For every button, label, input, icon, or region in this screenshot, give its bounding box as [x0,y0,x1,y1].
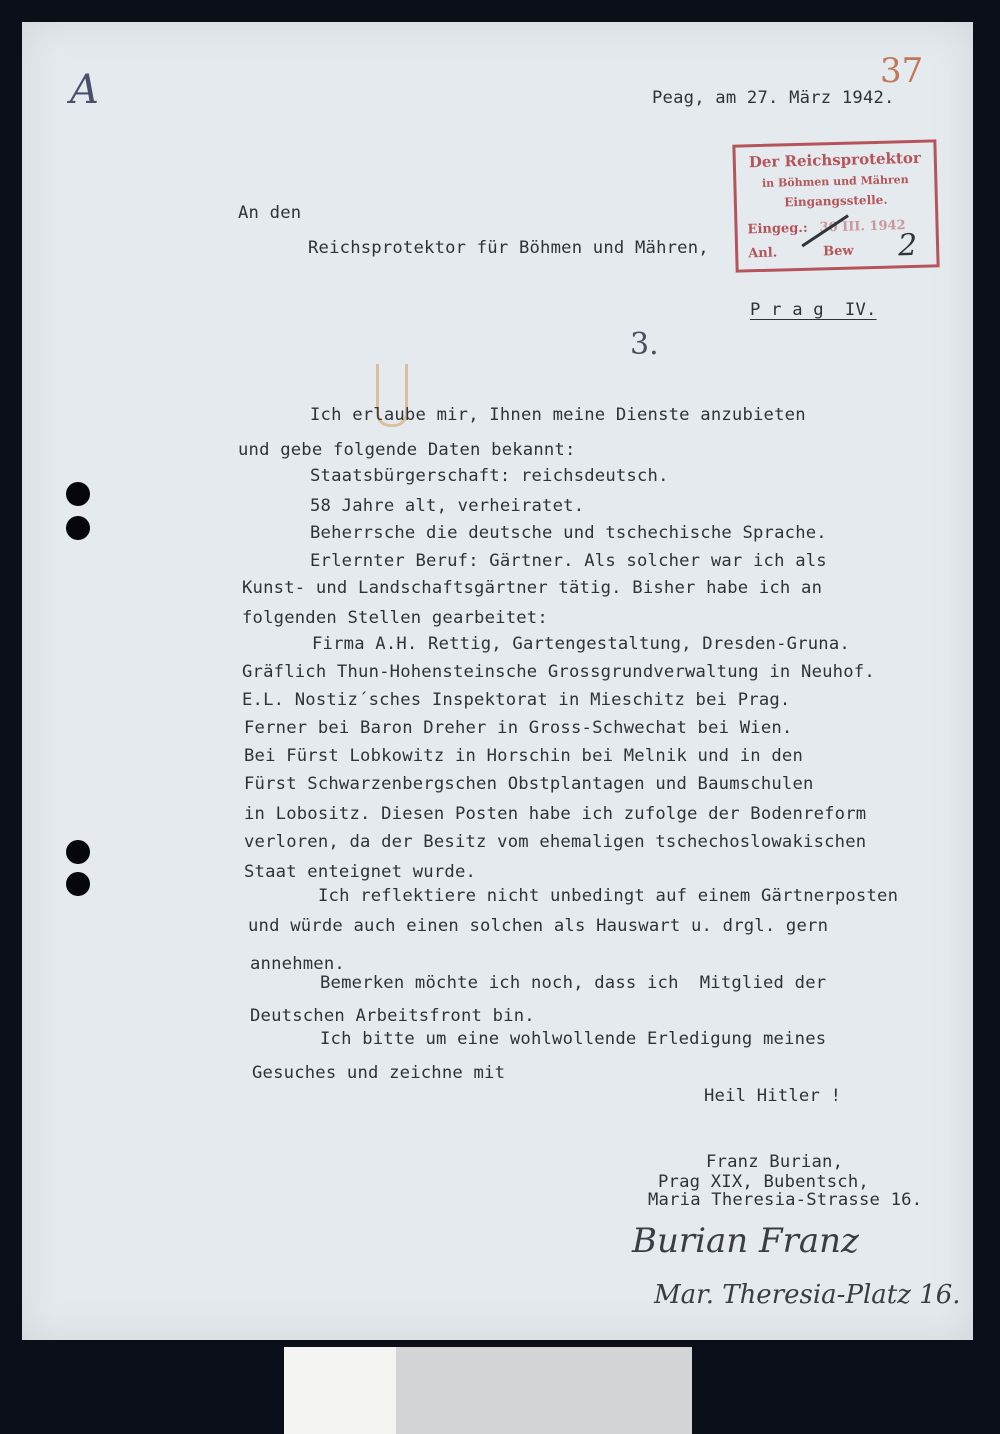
body-line: Ferner bei Baron Dreher in Gross-Schwechat bei Wien. [244,718,793,738]
stamp-attachments-value: Bew [822,243,854,260]
punch-hole [66,516,90,540]
body-line: Beherrsche die deutsche und tschechische Sprache. [310,523,827,543]
body-line: Erlernter Beruf: Gärtner. Als solcher war ich als [310,551,827,571]
stamp-received-label: Eingeg.: [747,220,808,238]
body-line: E.L. Nostiz´sches Inspektorat in Mieschitz bei Prag. [242,690,791,710]
body-line: Firma A.H. Rettig, Gartengestaltung, Dresden-Gruna. [312,634,850,654]
signature-line2: Mar. Theresia-Platz 16. [654,1280,961,1310]
body-line: in Lobositz. Diesen Posten habe ich zufolge der Bodenreform [244,804,867,824]
body-line: Bei Fürst Lobkowitz in Horschin bei Melnik und in den [244,746,804,766]
body-line: Ich bitte um eine wohlwollende Erledigung meines [320,1029,827,1049]
scan-white-patch [284,1347,396,1434]
recipient-city: P r a g IV. [750,300,877,320]
body-line: Gräflich Thun-Hohensteinsche Grossgrundverwaltung in Neuhof. [242,662,875,682]
body-line: folgenden Stellen gearbeitet: [242,608,548,628]
stamp-received-value: 30 III. 1942 [819,218,906,236]
archive-mark: A [70,67,99,113]
sender-address2: Maria Theresia-Strasse 16. [648,1190,923,1210]
recipient-line2: Reichsprotektor für Böhmen und Mähren, [308,238,709,258]
body-line: verloren, da der Besitz vom ehemaligen tschechoslowakischen [244,832,867,852]
bleed-through-script [41,422,49,446]
body-line: Ich erlaube mir, Ihnen meine Dienste anzubieten [310,405,806,425]
punch-hole [66,482,90,506]
recipient-line1: An den [238,203,302,223]
signature-line1: Burian Franz [632,1221,859,1261]
body-line: 58 Jahre alt, verheiratet. [310,496,585,516]
body-line: Deutschen Arbeitsfront bin. [250,1006,535,1026]
receipt-stamp [732,139,939,272]
stamp-region: in Böhmen und Mähren [761,173,909,190]
stamp-office: Eingangsstelle. [784,192,888,210]
scan-backdrop-strip [284,1347,692,1434]
body-line: Gesuches und zeichne mit [252,1063,506,1083]
closing-salutation: Heil Hitler ! [704,1086,842,1106]
punch-hole [66,872,90,896]
stamp-attachments-count: 2 [897,227,918,264]
body-line: Bemerken möchte ich noch, dass ich Mitglied der [320,973,827,993]
body-line: und würde auch einen solchen als Hauswart u. drgl. gern [248,916,829,936]
stamp-attachments-label: Anl. [748,245,778,262]
body-line: Staat enteignet wurde. [244,862,477,882]
body-line: und gebe folgende Daten bekannt: [238,440,576,460]
handwritten-number: 3. [630,327,659,362]
sender-name: Franz Burian, [706,1152,844,1172]
body-line: Staatsbürgerschaft: reichsdeutsch. [310,466,669,486]
body-line: Fürst Schwarzenbergschen Obstplantagen und Baumschulen [244,774,814,794]
letter-sheet [22,22,973,1340]
punch-hole [66,840,90,864]
body-line: annehmen. [250,954,345,974]
body-line: Kunst- und Landschaftsgärtner tätig. Bisher habe ich an [242,578,823,598]
date-line: Peag, am 27. März 1942. [652,88,895,108]
stamp-title: Der Reichsprotektor [748,148,921,172]
body-line: Ich reflektiere nicht unbedingt auf einem Gärtnerposten [318,886,899,906]
folio-number: 37 [880,51,924,91]
sender-address1: Prag XIX, Bubentsch, [658,1172,869,1192]
